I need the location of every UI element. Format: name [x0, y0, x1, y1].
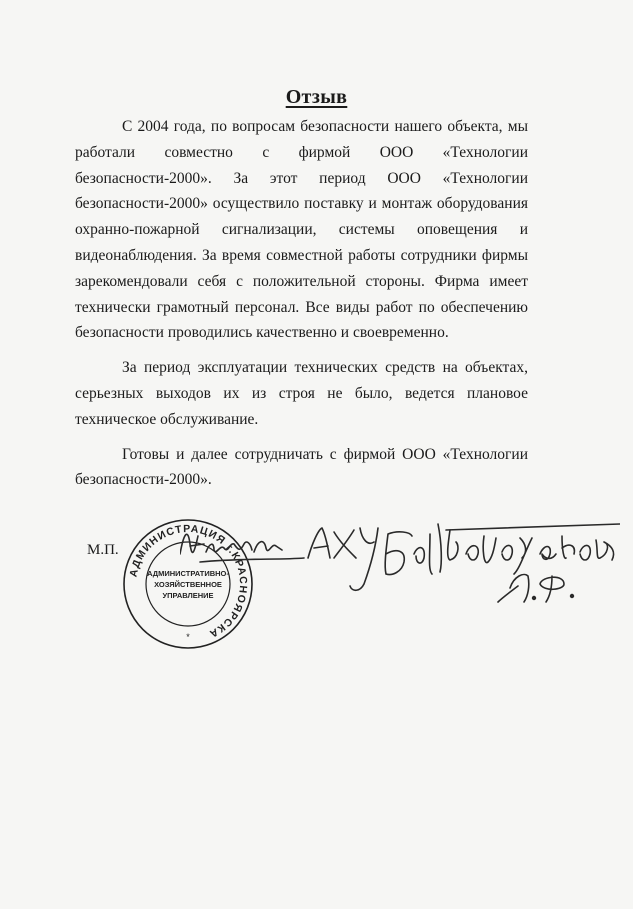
paragraph-2: За период эксплуатации технических средств на объектах, серьезных выходов их из строя не было, ведется плановое техническое обслуживание. [75, 359, 528, 428]
signature-image [180, 514, 620, 604]
stamp-inner-line-2: ХОЗЯЙСТВЕННОЕ [154, 580, 222, 589]
stamp-place-label: М.П. [87, 542, 119, 558]
stamp-inner-line-3: УПРАВЛЕНИЕ [162, 591, 214, 600]
stamp-inner-line-1: АДМИНИСТРАТИВНО- [147, 569, 229, 578]
document-body [75, 114, 528, 493]
paragraph-1: С 2004 года, по вопросам безопасности нашего объекта, мы работали совместно с фирмой ООО «Технологии безопасности-2000». За этот период ООО «Технологии безопасности-2000» осуществило поставку и монтаж оборудования охранно-пожарной сигнализации, системы оповещения и видеонаблюдения. За время совместной работы сотрудники фирмы зарекомендовали себя с положительной стороны. Фирма имеет технически грамотный персонал. Все виды работ по обеспечению безопасности проводились качественно и своевременно. [75, 118, 528, 342]
stamp-star-icon: * [186, 632, 190, 642]
paragraph-3: Готовы и далее сотрудничать с фирмой ООО «Технологии безопасности-2000». [75, 445, 528, 489]
stamp-outer-text: АДМИНИСТРАЦИЯ г.КРАСНОЯРСКА [127, 522, 250, 641]
document-title: Отзыв [285, 86, 348, 108]
